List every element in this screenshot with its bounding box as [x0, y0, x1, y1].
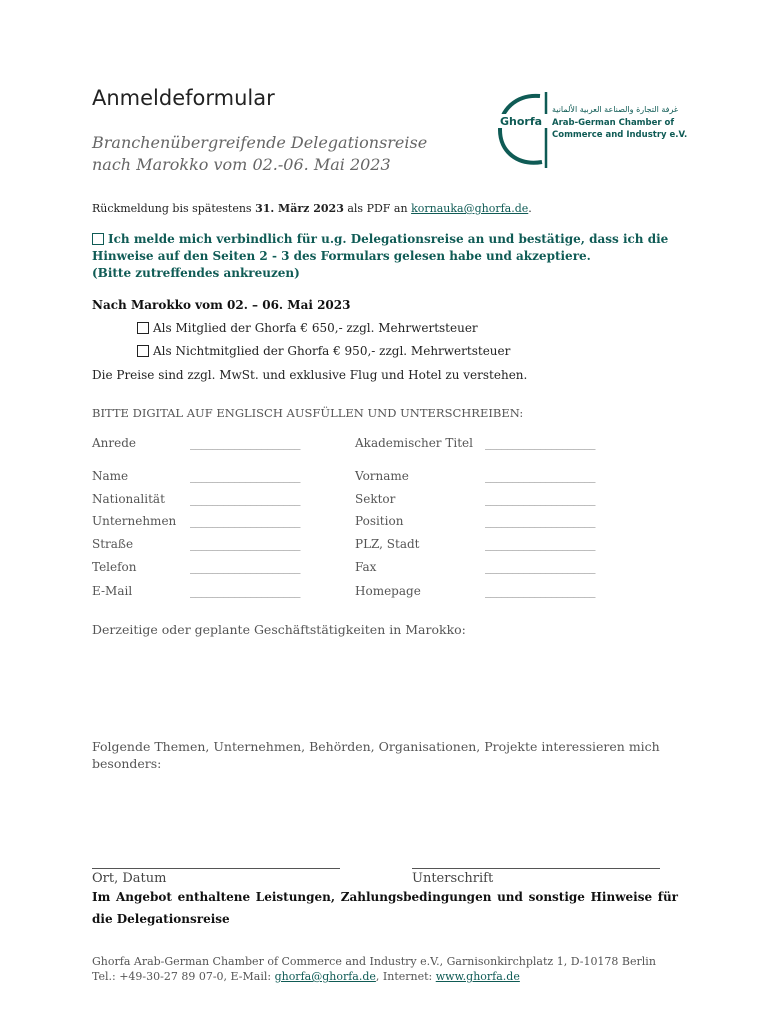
confirmation-line-1: Ich melde mich verbindlich für u.g. Delegationsreise an und bestätige, dass ich die: [108, 232, 669, 246]
label-email: E-Mail: [92, 584, 133, 598]
label-titel: Akademischer Titel: [355, 436, 473, 450]
interests-label: [92, 738, 692, 772]
field-sektor[interactable]: ____________________: [485, 492, 595, 506]
trip-heading: Nach Marokko vom 02. – 06. Mai 2023: [92, 298, 351, 312]
footer-address: Ghorfa Arab-German Chamber of Commerce and Industry e.V., Garnisonkirchplatz 1, D-10178 Berlin: [92, 955, 656, 968]
field-email[interactable]: ____________________: [190, 584, 300, 598]
field-strasse[interactable]: ____________________: [190, 537, 300, 551]
page-title: Anmeldeformular: [92, 86, 275, 110]
logo-text: [552, 104, 687, 142]
field-plz-stadt[interactable]: ____________________: [485, 537, 595, 551]
member-checkbox[interactable]: [137, 322, 149, 334]
field-homepage[interactable]: ____________________: [485, 584, 595, 598]
field-fax[interactable]: ____________________: [485, 560, 595, 574]
interests-label-line-1: Folgende Themen, Unternehmen, Behörden, Organisationen, Projekte interessieren mich: [92, 739, 660, 754]
offer-heading: Im Angebot enthaltene Leistungen, Zahlungsbedingungen und sonstige Hinweise für die Delegationsreise: [92, 890, 678, 926]
nonmember-checkbox[interactable]: [137, 345, 149, 357]
footer: [92, 954, 656, 984]
deadline-middle: als PDF an: [347, 202, 408, 215]
deadline-suffix: .: [528, 202, 532, 215]
field-unternehmen[interactable]: ____________________: [190, 514, 300, 528]
field-telefon[interactable]: ____________________: [190, 560, 300, 574]
option-nonmember-label: Als Nichtmitglied der Ghorfa € 950,- zzgl. Mehrwertsteuer: [153, 344, 511, 358]
deadline-note: [92, 202, 532, 215]
place-date-line[interactable]: [92, 868, 340, 869]
field-nationalitaet[interactable]: ____________________: [190, 492, 300, 506]
field-vorname[interactable]: ____________________: [485, 469, 595, 483]
label-homepage: Homepage: [355, 584, 421, 598]
label-plz-stadt: PLZ, Stadt: [355, 537, 420, 551]
footer-website-link[interactable]: www.ghorfa.de: [435, 970, 520, 983]
footer-email-link[interactable]: ghorfa@ghorfa.de: [274, 970, 376, 983]
label-telefon: Telefon: [92, 560, 137, 574]
interests-textarea[interactable]: [92, 778, 678, 858]
logo-line-1: Arab-German Chamber of: [552, 117, 675, 128]
interests-label-line-2: besonders:: [92, 756, 162, 771]
signature-line[interactable]: [412, 868, 660, 869]
form-instruction: BITTE DIGITAL AUF ENGLISCH AUSFÜLLEN UND UNTERSCHREIBEN:: [92, 406, 524, 420]
label-strasse: Straße: [92, 537, 134, 551]
label-sektor: Sektor: [355, 492, 396, 506]
place-date-label: Ort, Datum: [92, 871, 167, 886]
confirmation-block: [92, 231, 692, 282]
label-anrede: Anrede: [92, 436, 137, 450]
confirmation-checkbox[interactable]: [92, 233, 104, 245]
page-subtitle: [92, 132, 427, 176]
logo-name: Ghorfa: [500, 115, 543, 128]
subtitle-line-2: nach Marokko vom 02.-06. Mai 2023: [92, 155, 391, 174]
confirmation-line-2: Hinweise auf den Seiten 2 - 3 des Formulars gelesen habe und akzeptiere.: [92, 249, 591, 263]
label-fax: Fax: [355, 560, 377, 574]
option-nonmember: [137, 344, 510, 358]
option-member-label: Als Mitglied der Ghorfa € 650,- zzgl. Mehrwertsteuer: [153, 321, 478, 335]
label-vorname: Vorname: [355, 469, 409, 483]
field-titel[interactable]: ____________________: [485, 436, 595, 450]
activities-label: Derzeitige oder geplante Geschäftstätigkeiten in Marokko:: [92, 622, 466, 637]
subtitle-line-1: Branchenübergreifende Delegationsreise: [92, 133, 428, 152]
logo-arabic: غرفة التجارة والصناعة العربية الألمانية: [552, 105, 679, 114]
footer-contact: [92, 969, 656, 984]
activities-textarea[interactable]: [92, 644, 678, 730]
label-name: Name: [92, 469, 129, 483]
label-unternehmen: Unternehmen: [92, 514, 177, 528]
option-member: [137, 321, 478, 335]
signature-label: Unterschrift: [412, 871, 494, 886]
deadline-date: 31. März 2023: [255, 202, 344, 215]
prices-note: Die Preise sind zzgl. MwSt. und exklusive Flug und Hotel zu verstehen.: [92, 368, 528, 382]
field-name[interactable]: ____________________: [190, 469, 300, 483]
footer-internet-label: , Internet:: [375, 970, 433, 983]
field-position[interactable]: ____________________: [485, 514, 595, 528]
logo-line-2: Commerce and Industry e.V.: [552, 130, 688, 140]
field-anrede[interactable]: ____________________: [190, 436, 300, 450]
footer-tel: Tel.: +49-30-27 89 07-0, E-Mail:: [92, 970, 272, 983]
deadline-prefix: Rückmeldung bis spätestens: [92, 202, 252, 215]
label-position: Position: [355, 514, 404, 528]
label-nationalitaet: Nationalität: [92, 492, 165, 506]
confirmation-line-3: (Bitte zutreffendes ankreuzen): [92, 266, 300, 280]
deadline-email-link[interactable]: kornauka@ghorfa.de: [411, 202, 529, 215]
